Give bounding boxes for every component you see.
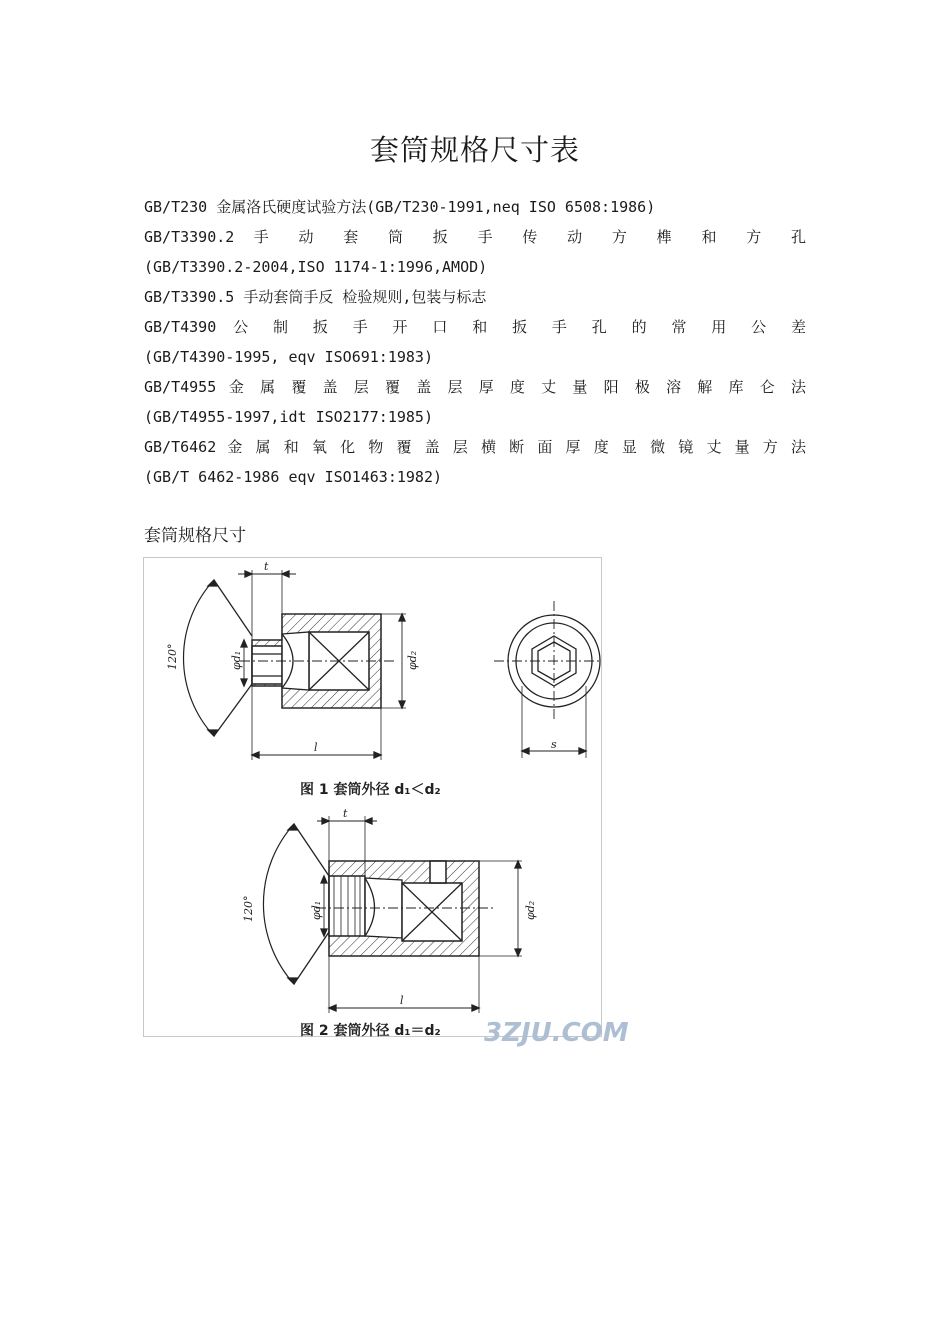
socket-drawing [144,558,629,1048]
fig2-d1-label: φd₁ [310,900,323,920]
fig1-end-view [494,601,600,758]
reference-list [144,192,806,492]
fig1-side-view [184,570,406,760]
fig1-s-label: s [551,738,557,751]
fig2-t-label: t [343,807,348,820]
reference-line: GB/T4955 金 属 覆 盖 层 覆 盖 层 厚 度 丈 量 阳 极 溶 解 库 仑 法 [144,378,806,396]
reference-line: GB/T6462 金 属 和 氧 化 物 覆 盖 层 横 断 面 厚 度 显 微 镜 丈 量 方 法 [144,438,806,456]
reference-line: GB/T3390.5 手动套筒手反 检验规则,包装与标志 [144,288,487,306]
reference-line: (GB/T3390.2-2004,ISO 1174-1:1996,AMOD) [144,258,488,276]
fig1-angle-label: 120° [166,643,179,670]
fig1-d2-label: φd₂ [406,650,419,670]
socket-drawing-figure [143,557,629,1048]
fig2-l-label: l [400,994,404,1007]
reference-line: GB/T230 金属洛氏硬度试验方法(GB/T230-1991,neq ISO 6508:1986) [144,198,656,216]
fig2-d2-label: φd₂ [524,900,537,920]
fig2-side-view [263,816,522,1013]
reference-line: (GB/T4955-1997,idt ISO2177:1985) [144,408,433,426]
watermark: 3ZJU.COM [484,1018,629,1048]
reference-line: (GB/T4390-1995, eqv ISO691:1983) [144,348,433,366]
fig1-caption: 图 1 套筒外径 d₁＜d₂ [300,782,441,798]
fig1-t-label: t [264,560,269,573]
reference-line: (GB/T 6462-1986 eqv ISO1463:1982) [144,468,443,486]
fig1-l-label: l [314,741,318,754]
document-title: 套筒规格尺寸表 [369,133,580,167]
section-heading: 套筒规格尺寸 [144,526,246,546]
fig1-d1-label: φd₁ [230,650,243,670]
fig2-caption: 图 2 套筒外径 d₁＝d₂ [300,1023,441,1039]
fig2-angle-label: 120° [242,895,255,922]
reference-line: GB/T3390.2 手 动 套 筒 扳 手 传 动 方 榫 和 方 孔 [144,228,806,246]
reference-line: GB/T4390 公 制 扳 手 开 口 和 扳 手 孔 的 常 用 公 差 [144,318,806,336]
